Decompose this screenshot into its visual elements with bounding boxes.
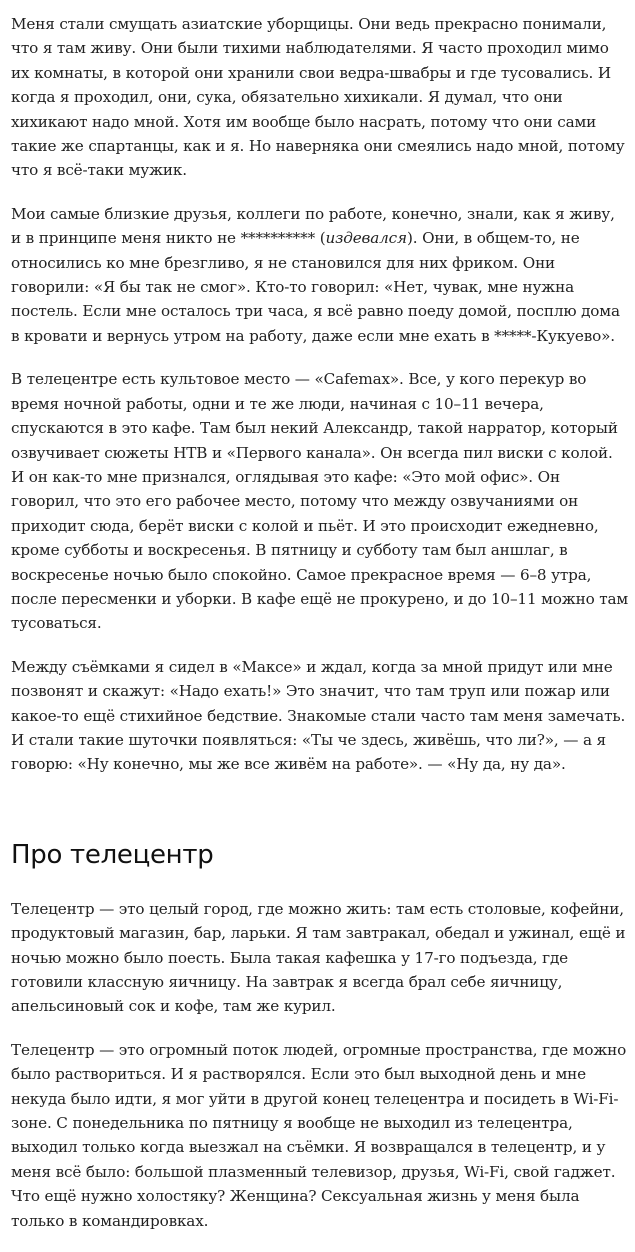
paragraph-cleaners: Меня стали смущать азиатские уборщицы. Они ведь прекрасно понимали, что я там живу. Они были тихими наблюдателями. Я часто проходил мимо их комнаты, в которой они хранили свои ведра-швабры и где тусовались. И когда я проходил, они, сука, обязательно хихикали. Я думал, что они хихикают надо мной. Хотя им вообще было насрать, потому что они сами такие же спартанцы, как и я. Но наверняка они смеялись надо мной, потому что я всё-таки мужик. [11,15,625,180]
paragraph-crowd: Телецентр — это огромный поток людей, огромные пространства, где можно было раствориться. И я растворялся. Если это был выходной день и мне некуда было идти, я мог уйти в другой конец телецентра и посидеть в Wi-Fi-зоне. С понедельника по пятницу я вообще не выходил из телецентра, выходил только когда выезжал на съёмки. Я возвращался в телецентр, и у меня всё было: большой плазменный телевизор, друзья, Wi-Fi, свой гаджет. Что ещё нужно холостяку? Женщина? Сексуальная жизнь у меня была только в командировках. [11,1040,627,1230]
article-body [11,12,629,1252]
paragraph-friends-text-1: Мои самые близкие друзья, коллеги по работе, конечно, знали, как я живу, и в принципе меня никто не ********** ( [11,204,615,248]
paragraph-friends-text-2: ). Они, в общем-то, не относились ко мне брезгливо, я не становился для них фриком. Они говорили: «Я бы так не смог». Кто-то говорил: «Нет, чувак, мне нужна постель. Если мне осталось три часа, я всё равно поеду домой, посплю дома в кровати и вернусь утром на работу, даже если мне ехать в *****-Кукуево». [11,229,620,345]
paragraph-city: Телецентр — это целый город, где можно жить: там есть столовые, кофейни, продуктовый магазин, бар, ларьки. Я там завтракал, обедал и ужинал, ещё и ночью можно было поесть. Была такая кафешка у 17-го подъезда, где готовили классную яичницу. На завтрак я всегда брал себе яичницу, апельсиновый сок и кофе, там же курил. [11,899,626,1016]
paragraph-makse: Между съёмками я сидел в «Максе» и ждал, когда за мной придут или мне позвонят и скажут: «Надо ехать!» Это значит, что там труп или пожар или какое-то ещё стихийное бедствие. Знакомые стали часто там меня замечать. И стали такие шуточки появляться: «Ты че здесь, живёшь, что ли?», — а я говорю: «Ну конечно, мы же все живём на работе». — «Ну да, ну да». [11,657,626,774]
section-heading: Про телецентр [11,839,214,870]
paragraph-friends-italic: издевался [325,229,407,248]
paragraph-friends [11,202,629,348]
paragraph-cafemax: В телецентре есть культовое место — «Cafemax». Все, у кого перекур во время ночной работы, одни и те же люди, начиная с 10–11 вечера, спускаются в это кафе. Там был некий Александр, такой нарратор, который озвучивает сюжеты НТВ и «Первого канала». Он всегда пил виски с колой. И он как-то мне признался, оглядывая это кафе: «Это мой офис». Он говорил, что это его рабочее место, потому что между озвучаниями он приходит сюда, берёт виски с колой и пьёт. И это происходит ежедневно, кроме субботы и воскресенья. В пятницу и субботу там был аншлаг, в воскресенье ночью было спокойно. Самое прекрасное время — 6–8 утра, после пересменки и уборки. В кафе ещё не прокурено, и до 10–11 можно там тусоваться. [11,370,629,633]
